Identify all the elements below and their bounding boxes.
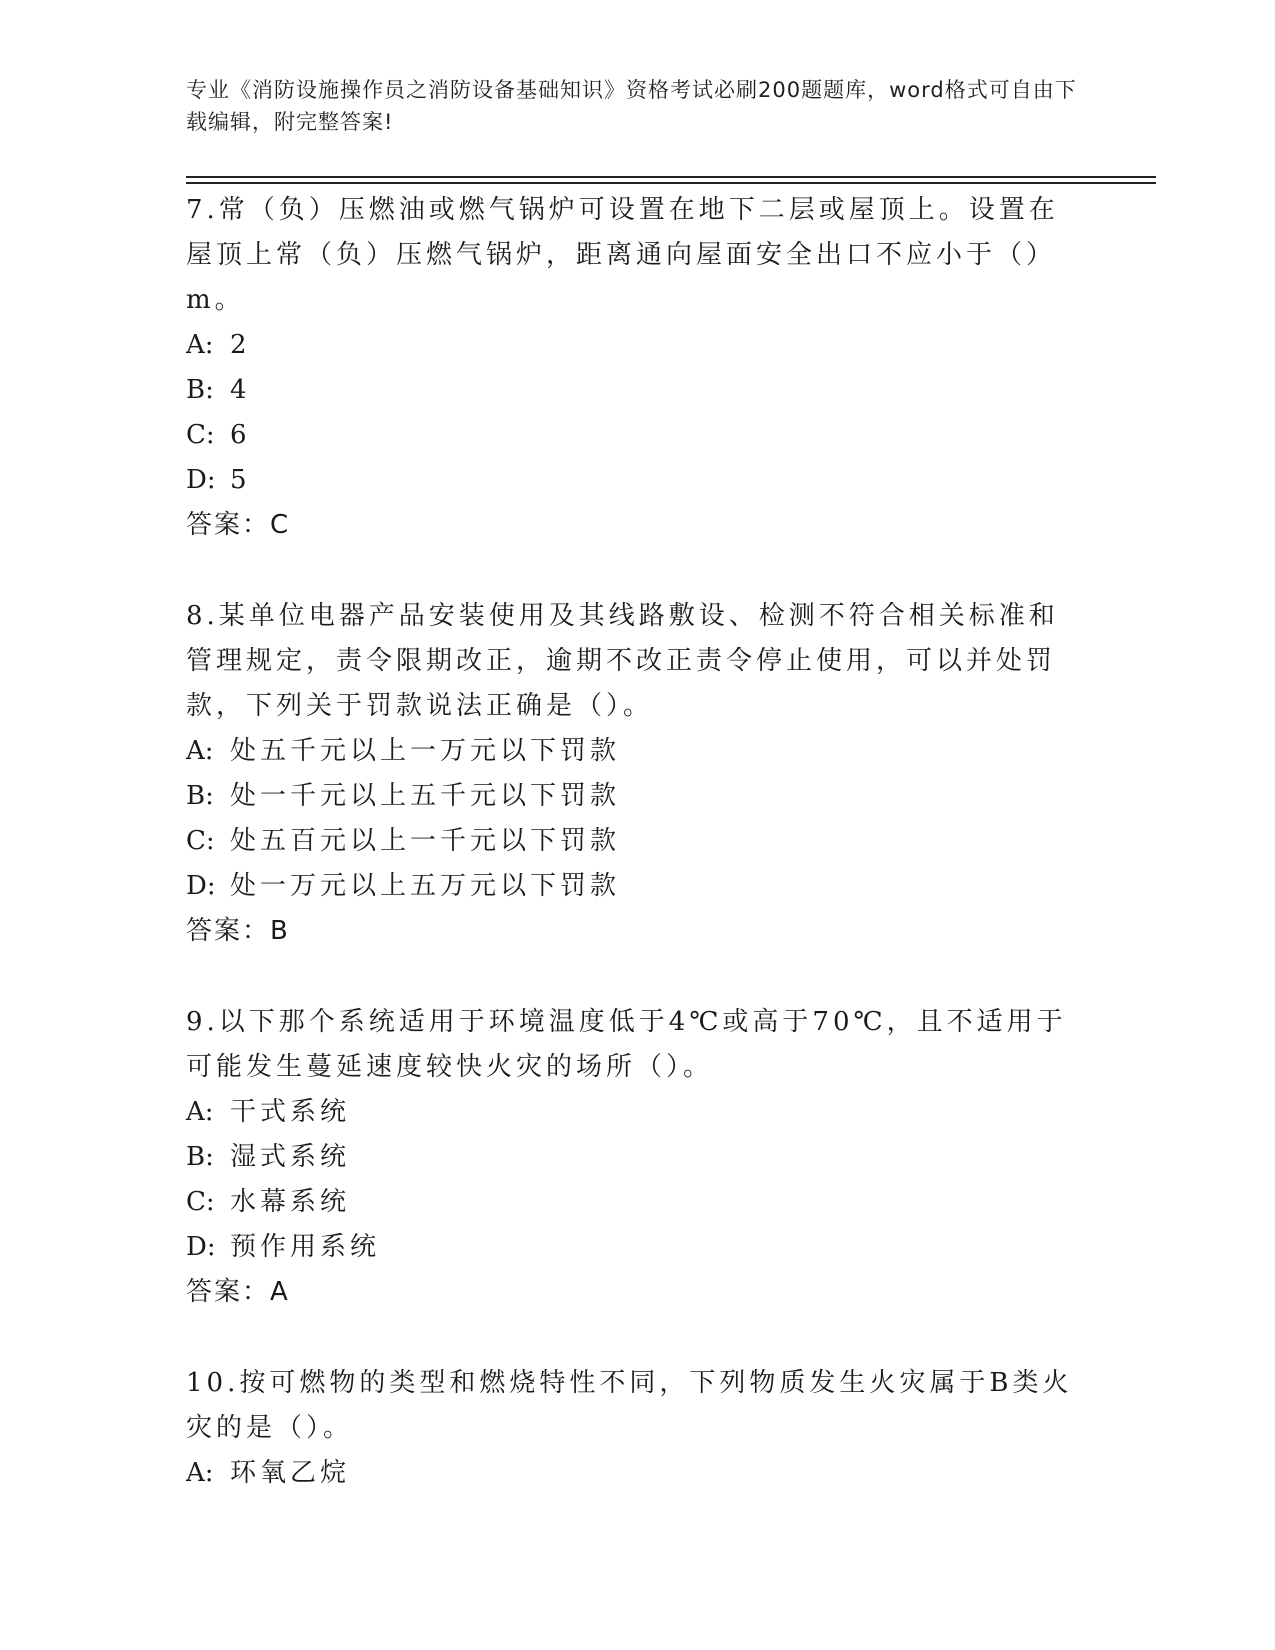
option-text: 处五千元以上一万元以下罚款	[230, 736, 621, 766]
option-label: B:	[186, 1142, 214, 1172]
option-text: 5	[230, 465, 251, 495]
option-text: 处一千元以上五千元以下罚款	[230, 781, 621, 811]
question-text: 8.某单位电器产品安装使用及其线路敷设、检测不符合相关标准和管理规定，责令限期改正，逾期不改正责令停止使用，可以并处罚款，下列关于罚款说法正确是（）。	[186, 601, 1059, 721]
option-text: 环氧乙烷	[230, 1458, 351, 1488]
option-label: C:	[186, 420, 215, 450]
option-label: A:	[186, 736, 214, 766]
option-d	[186, 458, 1086, 503]
question-7	[186, 188, 1086, 548]
header-divider-top	[186, 176, 1156, 178]
question-9	[186, 1000, 1086, 1315]
option-a	[186, 729, 1086, 774]
option-a	[186, 1090, 1086, 1135]
header-divider-bottom	[186, 182, 1156, 184]
option-label: B:	[186, 375, 214, 405]
option-label: D:	[186, 1232, 216, 1262]
option-label: C:	[186, 826, 215, 856]
option-label: A:	[186, 1458, 214, 1488]
option-d	[186, 1225, 1086, 1270]
option-c	[186, 819, 1086, 864]
option-a	[186, 1451, 1086, 1496]
option-a	[186, 323, 1086, 368]
option-b	[186, 368, 1086, 413]
option-text: 干式系统	[230, 1097, 351, 1127]
question-text: 9.以下那个系统适用于环境温度低于4℃或高于70℃，且不适用于可能发生蔓延速度较快火灾的场所（）。	[186, 1007, 1067, 1082]
option-text: 处五百元以上一千元以下罚款	[230, 826, 621, 856]
question-8	[186, 594, 1086, 954]
question-text: 7.常（负）压燃油或燃气锅炉可设置在地下二层或屋顶上。设置在屋顶上常（负）压燃气锅炉，距离通向屋面安全出口不应小于（）m。	[186, 195, 1059, 315]
option-b	[186, 1135, 1086, 1180]
answer-line: 答案：A	[186, 1277, 290, 1307]
option-text: 2	[230, 330, 251, 360]
option-c	[186, 1180, 1086, 1225]
answer-line: 答案：C	[186, 510, 291, 540]
option-text: 预作用系统	[230, 1232, 381, 1262]
option-label: A:	[186, 330, 214, 360]
option-d	[186, 864, 1086, 909]
answer-line: 答案：B	[186, 916, 290, 946]
option-text: 4	[230, 375, 251, 405]
question-text: 10.按可燃物的类型和燃烧特性不同，下列物质发生火灾属于B类火灾的是（）。	[186, 1368, 1073, 1443]
option-label: A:	[186, 1097, 214, 1127]
option-text: 湿式系统	[230, 1142, 351, 1172]
option-label: D:	[186, 871, 216, 901]
option-label: C:	[186, 1187, 215, 1217]
question-list	[186, 188, 1086, 1542]
document-header: 专业《消防设施操作员之消防设备基础知识》资格考试必刷200题题库，word格式可自由下载编辑，附完整答案!	[186, 78, 1077, 134]
option-text: 处一万元以上五万元以下罚款	[230, 871, 621, 901]
option-text: 水幕系统	[230, 1187, 351, 1217]
option-b	[186, 774, 1086, 819]
question-10	[186, 1361, 1086, 1496]
option-label: B:	[186, 781, 214, 811]
option-c	[186, 413, 1086, 458]
option-text: 6	[230, 420, 251, 450]
option-label: D:	[186, 465, 216, 495]
